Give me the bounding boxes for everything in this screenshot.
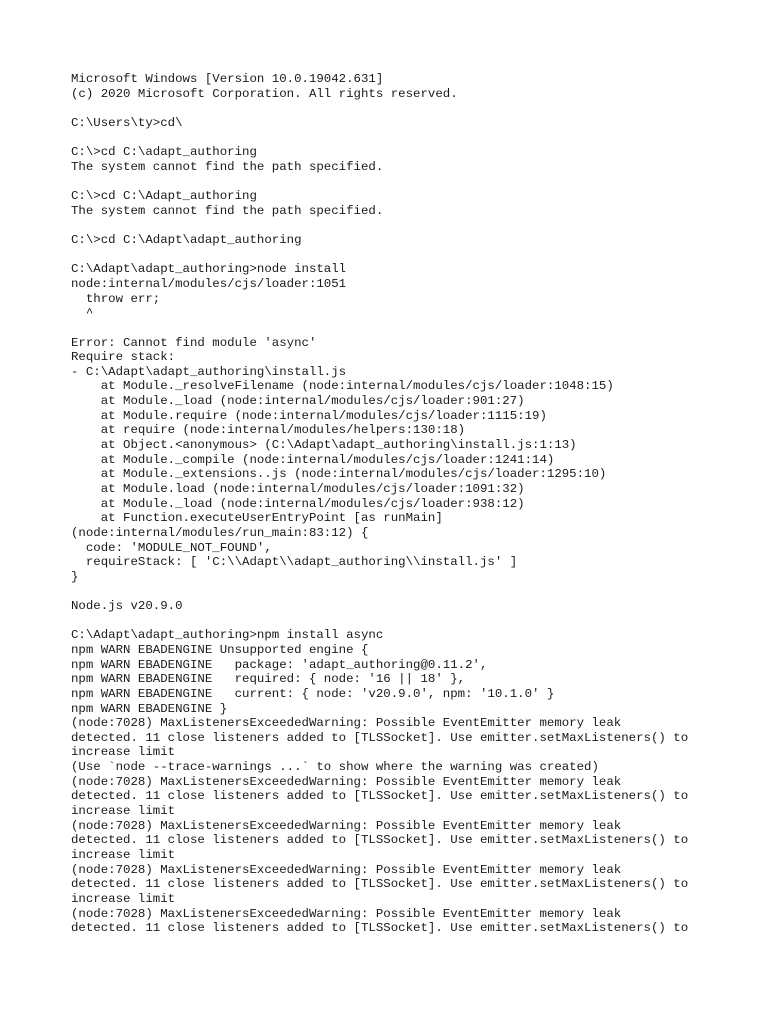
console-line: (node:7028) MaxListenersExceededWarning: Possible EventEmitter memory leak xyxy=(71,862,622,877)
console-line: at require (node:internal/modules/helpers:130:18) xyxy=(71,423,466,438)
console-transcript xyxy=(71,72,751,936)
console-line: C:\Users\ty>cd\ xyxy=(71,115,183,130)
console-line: C:\>cd C:\Adapt\adapt_authoring xyxy=(71,233,302,248)
console-line: (node:7028) MaxListenersExceededWarning: Possible EventEmitter memory leak xyxy=(71,818,622,833)
console-line: at Module._compile (node:internal/modules/cjs/loader:1241:14) xyxy=(71,452,555,467)
console-line: detected. 11 close listeners added to [TLSSocket]. Use emitter.setMaxListeners() to xyxy=(71,921,689,936)
console-line: increase limit xyxy=(71,847,176,862)
console-line: increase limit xyxy=(71,745,176,760)
console-line: at Module._load (node:internal/modules/cjs/loader:901:27) xyxy=(71,394,525,409)
console-line: increase limit xyxy=(71,804,176,819)
console-line: detected. 11 close listeners added to [TLSSocket]. Use emitter.setMaxListeners() to xyxy=(71,833,689,848)
console-line: C:\>cd C:\Adapt_authoring xyxy=(71,189,257,204)
console-line: increase limit xyxy=(71,891,176,906)
console-line: (node:internal/modules/run_main:83:12) { xyxy=(71,525,369,540)
console-line: requireStack: [ 'C:\\Adapt\\adapt_authoring\\install.js' ] xyxy=(71,555,518,570)
console-line: npm WARN EBADENGINE } xyxy=(71,701,228,716)
console-line xyxy=(71,218,751,233)
console-line: detected. 11 close listeners added to [TLSSocket]. Use emitter.setMaxListeners() to xyxy=(71,730,689,745)
console-line: C:\Adapt\adapt_authoring>npm install async xyxy=(71,628,384,643)
console-line: at Object.<anonymous> (C:\Adapt\adapt_authoring\install.js:1:13) xyxy=(71,438,577,453)
console-line: at Module.load (node:internal/modules/cjs/loader:1091:32) xyxy=(71,481,525,496)
console-line: detected. 11 close listeners added to [TLSSocket]. Use emitter.setMaxListeners() to xyxy=(71,877,689,892)
console-line: npm WARN EBADENGINE current: { node: 'v20.9.0', npm: '10.1.0' } xyxy=(71,686,555,701)
console-line xyxy=(71,131,751,146)
console-line: C:\>cd C:\adapt_authoring xyxy=(71,145,257,160)
console-line: at Module._extensions..js (node:internal/modules/cjs/loader:1295:10) xyxy=(71,467,607,482)
console-line: Require stack: xyxy=(71,350,176,365)
console-line: at Module._resolveFilename (node:internal/modules/cjs/loader:1048:15) xyxy=(71,379,614,394)
console-line: (Use `node --trace-warnings ...` to show where the warning was created) xyxy=(71,760,599,775)
console-line: throw err; xyxy=(71,291,161,306)
console-line: npm WARN EBADENGINE Unsupported engine { xyxy=(71,642,369,657)
console-line: detected. 11 close listeners added to [TLSSocket]. Use emitter.setMaxListeners() to xyxy=(71,789,689,804)
console-line xyxy=(71,248,751,263)
console-line: - C:\Adapt\adapt_authoring\install.js xyxy=(71,364,347,379)
console-line: } xyxy=(71,569,79,584)
console-line: (c) 2020 Microsoft Corporation. All rights reserved. xyxy=(71,86,458,101)
console-line: C:\Adapt\adapt_authoring>node install xyxy=(71,262,347,277)
console-line xyxy=(71,614,751,629)
console-line: (node:7028) MaxListenersExceededWarning: Possible EventEmitter memory leak xyxy=(71,906,622,921)
console-line: node:internal/modules/cjs/loader:1051 xyxy=(71,276,347,291)
console-line: Error: Cannot find module 'async' xyxy=(71,335,317,350)
console-line: Microsoft Windows [Version 10.0.19042.631] xyxy=(71,72,384,86)
console-line xyxy=(71,321,751,336)
console-line xyxy=(71,174,751,189)
console-line: The system cannot find the path specified. xyxy=(71,159,384,174)
console-line: ^ xyxy=(71,306,94,321)
console-line: (node:7028) MaxListenersExceededWarning: Possible EventEmitter memory leak xyxy=(71,774,622,789)
console-line: npm WARN EBADENGINE package: 'adapt_authoring@0.11.2', xyxy=(71,657,488,672)
console-line: at Module._load (node:internal/modules/cjs/loader:938:12) xyxy=(71,496,525,511)
console-line: at Function.executeUserEntryPoint [as runMain] xyxy=(71,511,443,526)
console-line: (node:7028) MaxListenersExceededWarning: Possible EventEmitter memory leak xyxy=(71,716,622,731)
console-line: at Module.require (node:internal/modules/cjs/loader:1115:19) xyxy=(71,408,547,423)
console-line: npm WARN EBADENGINE required: { node: '16 || 18' }, xyxy=(71,672,466,687)
console-line xyxy=(71,101,751,116)
console-line: The system cannot find the path specified. xyxy=(71,203,384,218)
console-line: Node.js v20.9.0 xyxy=(71,599,183,614)
console-line: code: 'MODULE_NOT_FOUND', xyxy=(71,540,272,555)
console-line xyxy=(71,584,751,599)
